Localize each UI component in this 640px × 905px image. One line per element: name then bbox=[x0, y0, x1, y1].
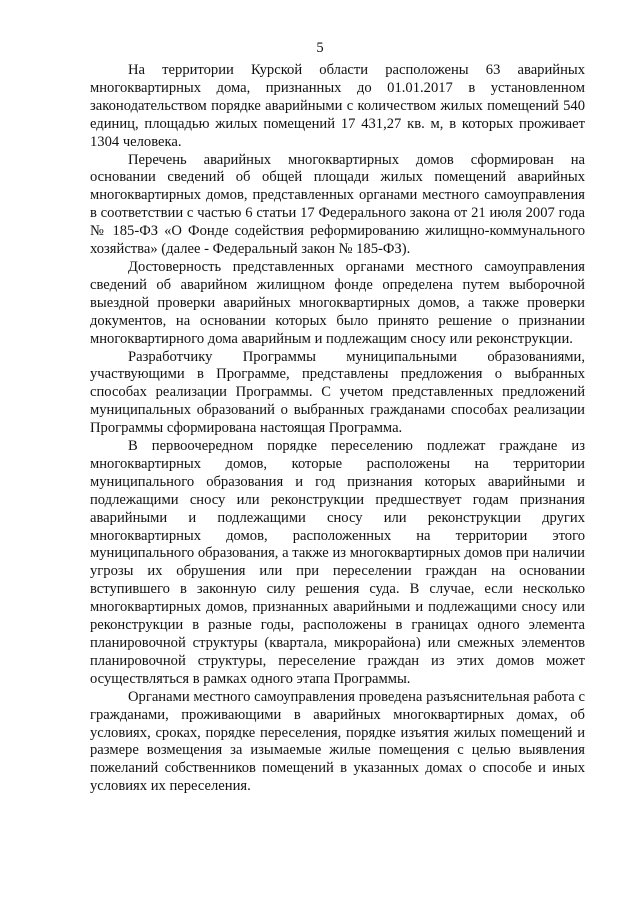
paragraph-housing-stats: На территории Курской области расположены 63 аварийных многоквартирных дома, признанных до 01.01.2017 в установленном законодательством порядке аварийными с количеством жилых помещений 540 единиц, площадью жилых помещений 17 431,27 кв. м, в которых проживает 1304 человека. bbox=[90, 62, 585, 150]
paragraph-data-verification: Достоверность представленных органами местного самоуправления сведений об аварийном жилищном фонде определена путем выборочной выездной проверки аварийных многоквартирных домов, а также проверки документов, на основании которых было принято решение о признании многоквартирного дома аварийным и подлежащим сносу или реконструкции. bbox=[90, 258, 585, 347]
paragraph-implementation-methods: Разработчику Программы муниципальными образованиями, участвующими в Программе, представлены предложения о выбранных способах реализации Программы. С учетом представленных предложений муниципальных образований о выбранных гражданами способах реализации Программы сформирована настоящая Программа. bbox=[90, 348, 585, 437]
document-body bbox=[90, 62, 585, 796]
paragraph-house-list-basis: Перечень аварийных многоквартирных домов сформирован на основании сведений об общей площади жилых помещений аварийных многоквартирных домов, представленных органами местного самоуправления в соответствии с частью 6 статьи 17 Федерального закона от 21 июля 2007 года № 185-ФЗ «О Фонде содействия реформированию жилищно-коммунального хозяйства» (далее - Федеральный закон № 185-ФЗ). bbox=[90, 151, 585, 258]
paragraph-resettlement-priority: В первоочередном порядке переселению подлежат граждане из многоквартирных домов, которые расположены на территории муниципального образования и год признания которых аварийными и подлежащими сносу или реконструкции предшествует годам признания аварийными и подлежащими сносу или реконструкции других многоквартирных домов, расположенных на территории этого муниципального образования, а также из многоквартирных домов при наличии угрозы их обрушения или при переселении граждан на основании вступившего в законную силу решения суда. В случае, если несколько многоквартирных домов, признанных аварийными и подлежащими сносу или реконструкции в разные годы, расположены в границах одного элемента планировочной структуры (квартала, микрорайона) или смежных элементов планировочной структуры, переселение граждан из этих домов может осуществляться в рамках одного этапа Программы. bbox=[90, 438, 585, 687]
page-number: 5 bbox=[316, 40, 324, 56]
paragraph-outreach-work: Органами местного самоуправления проведена разъяснительная работа с гражданами, проживающими в аварийных многоквартирных домах, об условиях, сроках, порядке переселения, порядке изъятия жилых помещений и размере возмещения за изымаемые жилые помещения с целью выявления пожеланий собственников помещений в указанных домах о способе и иных условиях их переселения. bbox=[90, 688, 585, 795]
